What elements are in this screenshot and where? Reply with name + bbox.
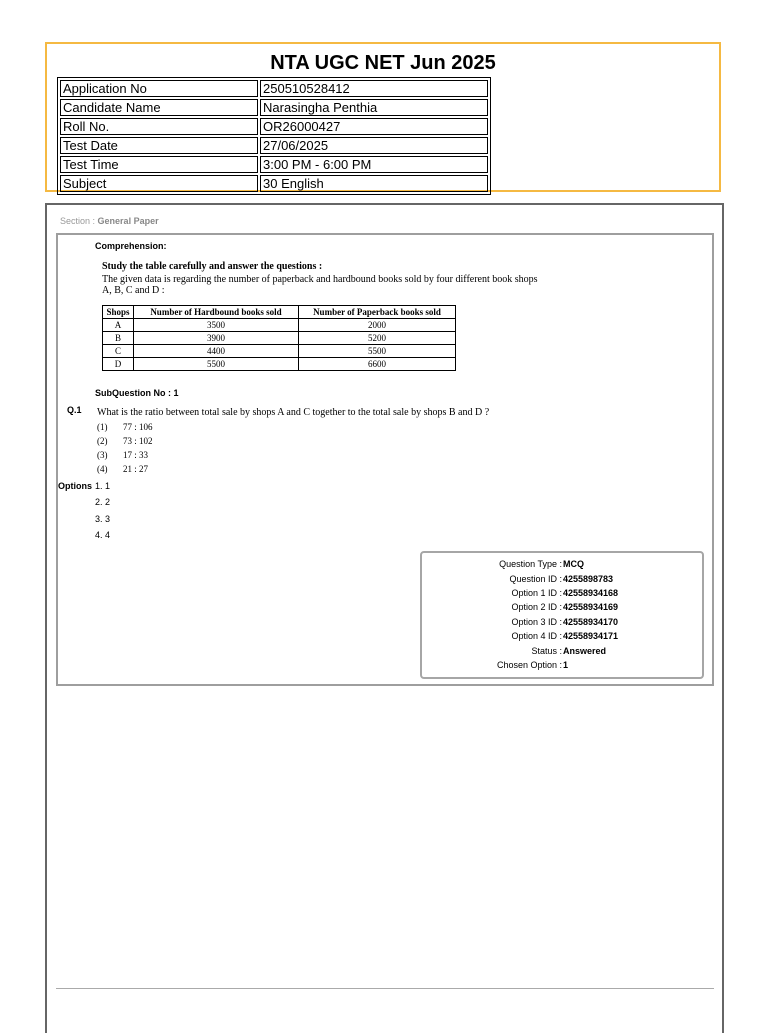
meta-row-option-4-id — [420, 629, 710, 643]
meta-label: Chosen Option : — [496, 660, 562, 670]
meta-row-option-2-id — [420, 600, 710, 614]
info-value: 30 English — [260, 175, 488, 192]
choice-text: 17 : 33 — [123, 450, 149, 460]
table-cell: D — [103, 358, 134, 371]
meta-value: 42558934171 — [563, 631, 619, 641]
table-header: Number of Hardbound books sold — [134, 306, 299, 319]
table-cell: 3500 — [134, 319, 299, 332]
comprehension-heading: Comprehension: — [95, 241, 167, 251]
table-cell: 5500 — [299, 345, 456, 358]
meta-row-option-3-id — [420, 615, 710, 629]
meta-value: 4255898783 — [563, 574, 614, 584]
choice-number: (2) — [97, 436, 108, 446]
option-item: 2. 2 — [95, 497, 111, 507]
section-name: General Paper — [97, 216, 159, 226]
choice-number: (3) — [97, 450, 108, 460]
info-label: Test Time — [60, 156, 258, 173]
info-row-candidate-name — [60, 99, 488, 116]
answer-choice — [97, 450, 148, 460]
subquestion-label: SubQuestion No : 1 — [95, 388, 179, 398]
exam-title: NTA UGC NET Jun 2025 — [270, 52, 496, 74]
answer-choice — [97, 464, 148, 474]
choice-text: 77 : 106 — [123, 422, 153, 432]
meta-value: 42558934170 — [563, 617, 619, 627]
meta-label: Option 1 ID : — [511, 588, 562, 598]
options-label: Options — [58, 481, 92, 491]
table-cell: B — [103, 332, 134, 345]
table-header: Number of Paperback books sold — [299, 306, 456, 319]
table-row — [103, 332, 456, 345]
info-value: Narasingha Penthia — [260, 99, 488, 116]
answer-choice — [97, 422, 153, 432]
meta-label: Question ID : — [509, 574, 562, 584]
info-row-roll-no — [60, 118, 488, 135]
question-number: Q.1 — [67, 405, 82, 415]
info-label: Candidate Name — [60, 99, 258, 116]
comprehension-description: The given data is regarding the number of paperback and hardbound books sold by four different book shops A, B, C and D : — [102, 274, 538, 296]
option-item: 1. 1 — [95, 481, 111, 491]
meta-value: 42558934168 — [563, 588, 619, 598]
info-row-application-no — [60, 80, 488, 97]
info-label: Subject — [60, 175, 258, 192]
choice-text: 73 : 102 — [123, 436, 153, 446]
info-label: Test Date — [60, 137, 258, 154]
info-value: OR26000427 — [260, 118, 488, 135]
meta-value: 1 — [563, 660, 569, 670]
choice-number: (1) — [97, 422, 108, 432]
section-prefix: Section : — [60, 216, 96, 226]
meta-row-question-id — [420, 572, 710, 586]
meta-row-question-type — [420, 557, 710, 571]
answer-choice — [97, 436, 153, 446]
info-label: Roll No. — [60, 118, 258, 135]
option-item: 4. 4 — [95, 530, 111, 540]
meta-label: Status : — [531, 646, 562, 656]
meta-label: Question Type : — [499, 559, 562, 569]
info-row-subject — [60, 175, 488, 192]
info-value: 27/06/2025 — [260, 137, 488, 154]
question-text: What is the ratio between total sale by shops A and C together to the total sale by shops B and D ? — [97, 407, 490, 418]
table-cell: 3900 — [134, 332, 299, 345]
info-row-test-time — [60, 156, 488, 173]
comprehension-instruction: Study the table carefully and answer the questions : — [102, 261, 323, 272]
meta-row-status — [420, 644, 710, 658]
table-header: Shops — [103, 306, 134, 319]
table-cell: 2000 — [299, 319, 456, 332]
table-cell: 5200 — [299, 332, 456, 345]
meta-label: Option 2 ID : — [511, 602, 562, 612]
info-label: Application No — [60, 80, 258, 97]
table-cell: 5500 — [134, 358, 299, 371]
choice-number: (4) — [97, 464, 108, 474]
option-item: 3. 3 — [95, 514, 111, 524]
table-row — [103, 345, 456, 358]
table-cell: 4400 — [134, 345, 299, 358]
info-value: 3:00 PM - 6:00 PM — [260, 156, 488, 173]
books-sold-table — [102, 305, 456, 371]
choice-text: 21 : 27 — [123, 464, 149, 474]
info-row-test-date — [60, 137, 488, 154]
meta-value: Answered — [563, 646, 607, 656]
table-header-row — [103, 306, 456, 319]
table-cell: C — [103, 345, 134, 358]
page-divider — [56, 988, 714, 989]
table-cell: A — [103, 319, 134, 332]
candidate-info-table — [57, 77, 491, 195]
table-row — [103, 319, 456, 332]
info-value: 250510528412 — [260, 80, 488, 97]
meta-row-option-1-id — [420, 586, 710, 600]
section-label — [60, 216, 159, 226]
meta-label: Option 3 ID : — [511, 617, 562, 627]
meta-label: Option 4 ID : — [511, 631, 562, 641]
meta-value: MCQ — [563, 559, 584, 569]
meta-value: 42558934169 — [563, 602, 619, 612]
table-row — [103, 358, 456, 371]
candidate-header-box — [45, 42, 721, 192]
meta-row-chosen-option — [420, 658, 710, 672]
table-cell: 6600 — [299, 358, 456, 371]
